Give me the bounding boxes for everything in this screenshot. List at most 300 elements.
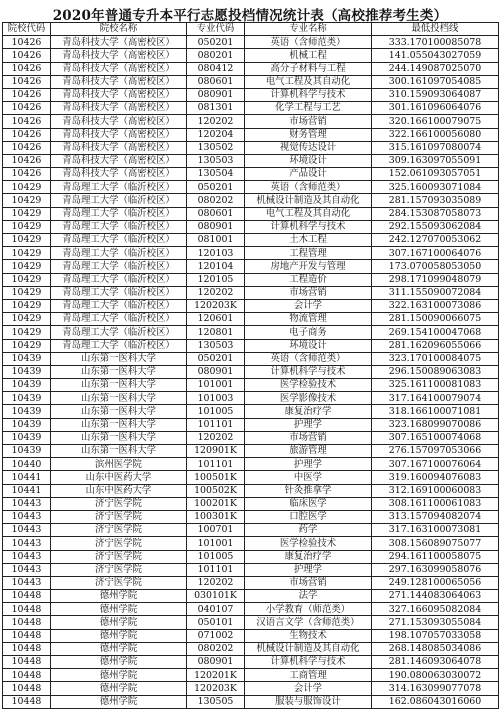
cell-major-code: 101005 [187,405,245,418]
table-row [3,669,499,682]
cell-major-code: 101001 [187,379,245,392]
cell-school-code: 10426 [3,141,51,154]
table-row [3,524,499,537]
cell-min-score: 284.153087058073 [372,207,499,220]
table-row [3,365,499,378]
table-row [3,603,499,616]
cell-major-name: 环境设计 [245,339,372,352]
cell-major-name: 医学检验技术 [245,379,372,392]
cell-school-code: 10448 [3,603,51,616]
cell-major-name: 针灸推拿学 [245,484,372,497]
cell-major-code: 120202 [187,286,245,299]
cell-major-name: 旅游管理 [245,445,372,458]
cell-min-score: 307.167100064076 [372,247,499,260]
cell-major-code: 050201 [187,352,245,365]
cell-min-score: 298.171099048079 [372,273,499,286]
cell-min-score: 271.153093055084 [372,616,499,629]
cell-min-score: 152.061093057051 [372,168,499,181]
cell-min-score: 244.149087025070 [372,62,499,75]
cell-min-score: 271.144083064063 [372,590,499,603]
cell-school-code: 10448 [3,695,51,708]
cell-min-score: 317.163100073081 [372,524,499,537]
cell-school-code: 10448 [3,616,51,629]
cell-major-name: 临床医学 [245,497,372,510]
cell-school-name: 济宁医学院 [51,563,187,576]
cell-school-code: 10443 [3,537,51,550]
cell-school-name: 青岛理工大学（临沂校区） [51,339,187,352]
cell-school-code: 10429 [3,194,51,207]
table-row [3,313,499,326]
cell-school-code: 10429 [3,273,51,286]
cell-school-name: 青岛理工大学（临沂校区） [51,313,187,326]
cell-school-code: 10439 [3,365,51,378]
cell-school-code: 10448 [3,656,51,669]
cell-major-code: 120202 [187,431,245,444]
table-row [3,616,499,629]
cell-school-name: 德州学院 [51,642,187,655]
table-row [3,36,499,49]
cell-school-name: 济宁医学院 [51,524,187,537]
cell-major-code: 100201K [187,497,245,510]
cell-school-code: 10426 [3,115,51,128]
cell-major-name: 护理学 [245,418,372,431]
cell-major-code: 120202 [187,576,245,589]
cell-school-name: 青岛理工大学（临沂校区） [51,299,187,312]
table-row [3,392,499,405]
cell-school-code: 10429 [3,181,51,194]
table-row [3,379,499,392]
cell-min-score: 314.163099077078 [372,682,499,695]
cell-school-code: 10443 [3,510,51,523]
cell-major-code: 120103 [187,247,245,260]
cell-min-score: 323.170100084075 [372,352,499,365]
cell-min-score: 327.166095082084 [372,603,499,616]
cell-school-code: 10426 [3,36,51,49]
cell-school-code: 10443 [3,497,51,510]
cell-major-name: 市场营销 [245,431,372,444]
cell-school-code: 10429 [3,339,51,352]
cell-school-code: 10439 [3,418,51,431]
cell-min-score: 242.127070053062 [372,234,499,247]
cell-school-name: 青岛科技大学（高密校区） [51,141,187,154]
table-row [3,128,499,141]
cell-school-code: 10443 [3,563,51,576]
cell-major-code: 101005 [187,550,245,563]
table-row [3,629,499,642]
cell-major-name: 康复治疗学 [245,550,372,563]
cell-school-name: 青岛理工大学（临沂校区） [51,220,187,233]
cell-min-score: 315.161097080074 [372,141,499,154]
cell-major-name: 高分子材料与工程 [245,62,372,75]
cell-major-code: 130503 [187,154,245,167]
cell-school-code: 10439 [3,352,51,365]
cell-major-name: 机械设计制造及其自动化 [245,194,372,207]
table-row [3,234,499,247]
cell-major-name: 视觉传达设计 [245,141,372,154]
cell-major-name: 电气工程及其自动化 [245,75,372,88]
cell-major-code: 130505 [187,695,245,708]
cell-min-score: 292.155093062084 [372,220,499,233]
table-row [3,656,499,669]
cell-major-code: 101003 [187,392,245,405]
cell-major-code: 080202 [187,642,245,655]
cell-major-name: 医学影像技术 [245,392,372,405]
cell-school-name: 青岛理工大学（临沂校区） [51,234,187,247]
table-row [3,299,499,312]
cell-school-code: 10448 [3,682,51,695]
cell-major-code: 120901K [187,445,245,458]
table-row [3,576,499,589]
cell-min-score: 309.163097055091 [372,154,499,167]
cell-school-code: 10439 [3,379,51,392]
cell-major-name: 物流管理 [245,313,372,326]
cell-major-code: 080601 [187,207,245,220]
cell-major-name: 会计学 [245,682,372,695]
cell-school-name: 山东中医药大学 [51,484,187,497]
cell-major-code: 081001 [187,234,245,247]
admission-table [2,22,499,709]
cell-min-score: 141.055043027059 [372,49,499,62]
table-header-row [3,23,499,36]
table-row [3,497,499,510]
cell-major-name: 口腔医学 [245,510,372,523]
cell-min-score: 269.154100047068 [372,326,499,339]
table-row [3,207,499,220]
cell-min-score: 276.157097053066 [372,445,499,458]
cell-school-name: 山东第一医科大学 [51,445,187,458]
cell-major-name: 市场营销 [245,286,372,299]
cell-school-name: 青岛科技大学（高密校区） [51,62,187,75]
cell-major-name: 计算机科学与技术 [245,220,372,233]
cell-min-score: 173.070058053050 [372,260,499,273]
cell-min-score: 319.160094076083 [372,471,499,484]
cell-school-name: 青岛科技大学（高密校区） [51,75,187,88]
cell-school-code: 10426 [3,128,51,141]
table-row [3,537,499,550]
cell-school-code: 10426 [3,75,51,88]
table-row [3,642,499,655]
table-row [3,273,499,286]
cell-school-name: 滨州医学院 [51,458,187,471]
cell-min-score: 300.161097054085 [372,75,499,88]
cell-school-code: 10429 [3,207,51,220]
cell-school-name: 山东第一医科大学 [51,431,187,444]
cell-major-name: 产品设计 [245,168,372,181]
cell-major-code: 050101 [187,616,245,629]
cell-major-code: 071002 [187,629,245,642]
cell-major-code: 130502 [187,141,245,154]
cell-major-name: 英语（含师范类） [245,36,372,49]
cell-major-name: 会计学 [245,299,372,312]
page-title: 2020年普通专升本平行志愿投档情况统计表（高校推荐考生类） [52,8,448,24]
cell-major-code: 080901 [187,365,245,378]
cell-school-code: 10429 [3,220,51,233]
cell-major-code: 100501K [187,471,245,484]
cell-min-score: 190.080063030072 [372,669,499,682]
cell-major-code: 100301K [187,510,245,523]
cell-school-name: 青岛理工大学（临沂校区） [51,273,187,286]
cell-major-name: 汉语言文学（含师范类） [245,616,372,629]
cell-school-code: 10426 [3,88,51,101]
cell-major-name: 计算机科学与技术 [245,88,372,101]
cell-school-code: 10441 [3,471,51,484]
cell-school-code: 10443 [3,550,51,563]
cell-school-name: 青岛理工大学（临沂校区） [51,260,187,273]
cell-school-code: 10429 [3,286,51,299]
cell-min-score: 320.166100079075 [372,115,499,128]
header-school-name: 院校名称 [51,23,187,36]
cell-school-name: 山东第一医科大学 [51,405,187,418]
cell-min-score: 281.146093064078 [372,656,499,669]
cell-school-code: 10426 [3,168,51,181]
cell-min-score: 317.164100079074 [372,392,499,405]
cell-major-code: 130504 [187,168,245,181]
cell-school-name: 青岛理工大学（临沂校区） [51,194,187,207]
cell-major-name: 工程管理 [245,247,372,260]
table-row [3,220,499,233]
cell-major-name: 化学工程与工艺 [245,102,372,115]
cell-major-name: 机械工程 [245,49,372,62]
cell-min-score: 307.167100076064 [372,458,499,471]
cell-school-code: 10441 [3,484,51,497]
header-min-score: 最低投档线 [372,23,499,36]
cell-school-name: 济宁医学院 [51,576,187,589]
cell-major-name: 小学教育（师范类） [245,603,372,616]
cell-school-name: 德州学院 [51,616,187,629]
cell-major-code: 100701 [187,524,245,537]
table-row [3,418,499,431]
cell-major-code: 050201 [187,181,245,194]
cell-min-score: 301.161096064076 [372,102,499,115]
cell-school-name: 山东第一医科大学 [51,392,187,405]
cell-school-name: 山东第一医科大学 [51,379,187,392]
cell-school-code: 10439 [3,445,51,458]
cell-school-name: 青岛理工大学（临沂校区） [51,326,187,339]
cell-school-code: 10429 [3,247,51,260]
cell-min-score: 318.166100071081 [372,405,499,418]
table-row [3,352,499,365]
cell-major-name: 工程造价 [245,273,372,286]
cell-major-code: 080202 [187,194,245,207]
cell-major-name: 护理学 [245,458,372,471]
cell-major-name: 法学 [245,590,372,603]
cell-school-name: 青岛理工大学（临沂校区） [51,286,187,299]
table-row [3,458,499,471]
cell-school-code: 10439 [3,392,51,405]
cell-major-name: 机械设计制造及其自动化 [245,642,372,655]
header-major-code: 专业代码 [187,23,245,36]
cell-school-name: 济宁医学院 [51,550,187,563]
cell-major-name: 生物技术 [245,629,372,642]
cell-school-name: 济宁医学院 [51,537,187,550]
cell-major-code: 120203K [187,299,245,312]
table-row [3,563,499,576]
cell-major-name: 市场营销 [245,576,372,589]
cell-major-name: 英语（含师范类） [245,181,372,194]
cell-school-code: 10448 [3,669,51,682]
cell-school-name: 青岛理工大学（临沂校区） [51,207,187,220]
cell-min-score: 323.168099070086 [372,418,499,431]
cell-school-name: 青岛科技大学（高密校区） [51,128,187,141]
table-row [3,260,499,273]
cell-school-name: 山东第一医科大学 [51,365,187,378]
cell-major-name: 环境设计 [245,154,372,167]
table-row [3,326,499,339]
table-row [3,75,499,88]
table-row [3,590,499,603]
cell-major-code: 120801 [187,326,245,339]
table-row [3,510,499,523]
table-row [3,286,499,299]
cell-school-code: 10429 [3,260,51,273]
cell-school-code: 10439 [3,405,51,418]
table-row [3,62,499,75]
cell-school-code: 10426 [3,49,51,62]
cell-school-name: 济宁医学院 [51,510,187,523]
cell-major-code: 100502K [187,484,245,497]
cell-min-score: 281.150090066075 [372,313,499,326]
cell-school-code: 10448 [3,590,51,603]
cell-major-name: 电子商务 [245,326,372,339]
cell-major-code: 080601 [187,75,245,88]
cell-major-name: 康复治疗学 [245,405,372,418]
cell-min-score: 308.161100061083 [372,497,499,510]
cell-major-code: 120204 [187,128,245,141]
cell-school-name: 山东第一医科大学 [51,418,187,431]
cell-min-score: 325.161100081083 [372,379,499,392]
cell-major-name: 服装与服饰设计 [245,695,372,708]
cell-school-code: 10440 [3,458,51,471]
cell-min-score: 249.128100065056 [372,576,499,589]
cell-major-name: 房地产开发与管理 [245,260,372,273]
cell-major-code: 101001 [187,537,245,550]
table-row [3,181,499,194]
cell-school-name: 青岛科技大学（高密校区） [51,168,187,181]
cell-school-code: 10426 [3,102,51,115]
table-row [3,247,499,260]
cell-major-code: 120601 [187,313,245,326]
cell-major-code: 101101 [187,563,245,576]
header-major-name: 专业名称 [245,23,372,36]
cell-school-code: 10443 [3,524,51,537]
cell-major-code: 120104 [187,260,245,273]
cell-major-code: 120203K [187,682,245,695]
cell-major-code: 030101K [187,590,245,603]
table-row [3,194,499,207]
cell-major-name: 计算机科学与技术 [245,365,372,378]
table-row [3,484,499,497]
cell-min-score: 308.156089075077 [372,537,499,550]
cell-major-code: 120105 [187,273,245,286]
table-row [3,445,499,458]
cell-school-name: 青岛科技大学（高密校区） [51,36,187,49]
cell-school-name: 青岛理工大学（临沂校区） [51,247,187,260]
cell-min-score: 162.086043016060 [372,695,499,708]
cell-major-code: 101101 [187,418,245,431]
cell-major-name: 中医学 [245,471,372,484]
table-row [3,339,499,352]
table-row [3,682,499,695]
cell-min-score: 322.166100056080 [372,128,499,141]
cell-min-score: 281.162096055066 [372,339,499,352]
cell-school-name: 济宁医学院 [51,497,187,510]
cell-min-score: 313.157094082074 [372,510,499,523]
cell-major-name: 电气工程及其自动化 [245,207,372,220]
cell-major-name: 财务管理 [245,128,372,141]
cell-school-name: 德州学院 [51,669,187,682]
cell-school-name: 青岛科技大学（高密校区） [51,49,187,62]
table-row [3,695,499,708]
cell-school-code: 10429 [3,234,51,247]
cell-major-code: 050201 [187,36,245,49]
cell-min-score: 322.163100073086 [372,299,499,312]
cell-major-code: 101101 [187,458,245,471]
cell-major-code: 080901 [187,220,245,233]
cell-major-name: 工商管理 [245,669,372,682]
cell-min-score: 325.160093071084 [372,181,499,194]
cell-min-score: 198.107057033058 [372,629,499,642]
cell-school-name: 德州学院 [51,629,187,642]
cell-min-score: 333.170100085078 [372,36,499,49]
cell-school-code: 10429 [3,299,51,312]
cell-school-code: 10439 [3,431,51,444]
cell-school-code: 10448 [3,629,51,642]
cell-school-name: 山东第一医科大学 [51,352,187,365]
table-row [3,431,499,444]
cell-min-score: 297.163099058076 [372,563,499,576]
cell-major-name: 市场营销 [245,115,372,128]
cell-school-name: 青岛科技大学（高密校区） [51,115,187,128]
cell-school-name: 德州学院 [51,695,187,708]
cell-school-name: 德州学院 [51,682,187,695]
table-body [3,36,499,709]
cell-major-code: 080901 [187,88,245,101]
cell-school-name: 青岛科技大学（高密校区） [51,88,187,101]
table-row [3,102,499,115]
cell-major-name: 药学 [245,524,372,537]
cell-major-code: 081301 [187,102,245,115]
cell-min-score: 310.159093064087 [372,88,499,101]
cell-major-code: 120201K [187,669,245,682]
table-row [3,141,499,154]
cell-major-name: 土木工程 [245,234,372,247]
table-row [3,49,499,62]
cell-school-name: 德州学院 [51,603,187,616]
cell-min-score: 294.161100058075 [372,550,499,563]
cell-min-score: 312.169100060083 [372,484,499,497]
cell-major-code: 040107 [187,603,245,616]
cell-school-code: 10429 [3,326,51,339]
cell-min-score: 307.165100074068 [372,431,499,444]
table-row [3,88,499,101]
table-row [3,115,499,128]
table-row [3,471,499,484]
cell-major-code: 080901 [187,656,245,669]
cell-school-name: 青岛科技大学（高密校区） [51,102,187,115]
cell-min-score: 268.148085034086 [372,642,499,655]
cell-school-name: 山东中医药大学 [51,471,187,484]
header-school-code: 院校代码 [3,23,51,36]
cell-school-name: 德州学院 [51,656,187,669]
table-row [3,550,499,563]
cell-school-code: 10443 [3,576,51,589]
table-row [3,405,499,418]
cell-major-name: 计算机科学与技术 [245,656,372,669]
cell-major-code: 120202 [187,115,245,128]
cell-major-code: 080201 [187,49,245,62]
cell-min-score: 281.157093035089 [372,194,499,207]
cell-min-score: 296.150089063083 [372,365,499,378]
